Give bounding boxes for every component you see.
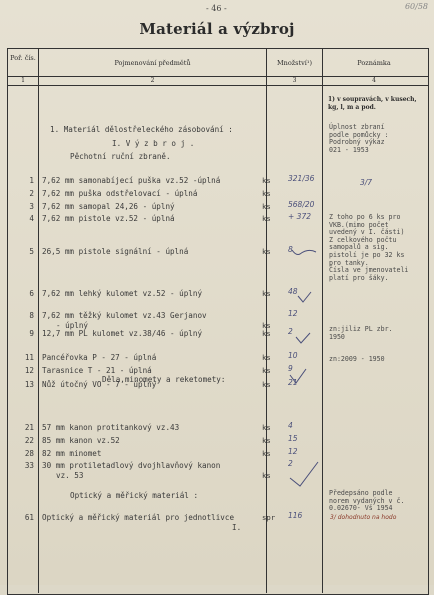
- item-name: 26,5 mm pistole signální - úplná: [42, 247, 189, 256]
- handwritten-note: 3/ dohodnuto na hodo: [330, 514, 397, 521]
- item-unit: ks: [262, 321, 271, 330]
- item-name: 82 mm minomet: [42, 449, 102, 458]
- page-number: - 46 -: [206, 4, 227, 13]
- item-number: 61: [24, 513, 34, 522]
- item-name: 30 mm protiletadlový dvojhlavňový kanon: [42, 461, 221, 470]
- item-number: 28: [24, 449, 34, 458]
- item-unit: ks: [262, 353, 271, 362]
- item-unit: ks: [262, 423, 271, 432]
- item-unit: ks: [262, 176, 271, 185]
- column-number: 3: [292, 77, 297, 84]
- checkmark-icon: [292, 250, 316, 255]
- item-unit: ks: [262, 202, 271, 211]
- item-quantity: 2: [288, 327, 293, 336]
- item-name: 7,62 mm samonabíjecí puška vz.52 -úplná: [42, 176, 221, 185]
- item-unit: ks: [262, 289, 271, 298]
- checkmark-icon: [290, 462, 318, 486]
- item-name: Pancéřovka P - 27 - úplná: [42, 353, 157, 362]
- item-name: 12,7 mm PL kulomet vz.38/46 - úplný: [42, 329, 203, 338]
- item-name: 7,62 mm samopal 24,26 - úplný: [42, 202, 175, 211]
- item-unit: ks: [262, 189, 271, 198]
- column-number: 1: [21, 77, 25, 84]
- item-quantity: 8: [288, 245, 293, 254]
- item-name-continuation: - úplný: [56, 321, 89, 330]
- section-subtitle: I. V ý z b r o j .: [112, 139, 195, 148]
- item-number: 6: [29, 289, 34, 298]
- item-name: Nůž útočný VO - 7 - úplný: [42, 380, 157, 389]
- item-number: 1: [29, 176, 34, 185]
- item-quantity: 21: [288, 378, 298, 387]
- item-name: 7,62 mm lehký kulomet vz.52 - úplný: [42, 289, 203, 298]
- item-number: 13: [24, 380, 34, 389]
- item-number: 5: [29, 247, 34, 256]
- item-number: 33: [24, 461, 34, 470]
- item-quantity: 4: [288, 421, 293, 430]
- item-number: 4: [29, 214, 34, 223]
- item-quantity: 10: [288, 351, 298, 360]
- item-name: 57 mm kanon protitankový vz.43: [42, 423, 180, 432]
- checkmark-icon: [296, 333, 310, 343]
- remark: zn:2009 - 1950: [329, 355, 385, 363]
- column-header-note: Poznámka: [357, 59, 391, 67]
- item-number: 9: [29, 329, 34, 338]
- handwritten-note: 3/7: [360, 178, 373, 187]
- item-unit: ks: [262, 449, 271, 458]
- checkmark-icon: [298, 292, 311, 302]
- item-unit: ks: [262, 214, 271, 223]
- corner-stamp: 60/58: [404, 2, 428, 11]
- item-number: 3: [29, 202, 34, 211]
- item-number: 21: [24, 423, 34, 432]
- section-title: Děla,minomety a reketomety:: [102, 375, 226, 384]
- footnote: 1) v soupravách, v kusech, kg, l, m a pod.: [328, 96, 417, 111]
- item-quantity: 15: [288, 434, 298, 443]
- remark: Úplnost zbraní podle pomůcky : Podrobný výkaz 021 - 1953: [329, 123, 389, 154]
- item-unit: ks: [262, 366, 271, 375]
- column-number: 4: [372, 77, 376, 84]
- item-name-continuation: I.: [232, 523, 242, 532]
- section-title: 1. Materiál dělostřeleckého zásobování :: [50, 125, 233, 134]
- item-unit: ks: [262, 436, 271, 445]
- column-number: 2: [150, 77, 155, 84]
- remark: Z toho po 6 ks pro VKB.(mimo počet uvedený v I. části) Z celkového počtu samopalů a sig. pistolí je po 32 ks pro tanky. Čísla ve jmenovateli platí pro šáky.: [329, 213, 409, 282]
- remark: zn:jiliz PL zbr. 1950: [329, 325, 393, 341]
- column-header-name: Pojmenování předmětů: [114, 59, 191, 67]
- item-name-continuation: vz. 53: [56, 471, 84, 480]
- item-unit: ks: [262, 471, 271, 480]
- item-name: 7,62 mm puška odstřelovací - úplná: [42, 189, 198, 198]
- remark: Předepsáno podle norem vydaných v č. 0.02670- Vš 1954: [329, 489, 405, 513]
- column-header-qty: Množství¹): [276, 59, 313, 67]
- item-number: 11: [24, 353, 34, 362]
- item-name: Tarasnice T - 21 - úplná: [42, 366, 152, 375]
- item-name: 85 mm kanon vz.52: [42, 436, 120, 445]
- item-quantity: 116: [288, 511, 303, 520]
- item-unit: ks: [262, 247, 271, 256]
- item-number: 12: [24, 366, 34, 375]
- item-quantity: 321/36: [288, 174, 315, 183]
- item-number: 22: [24, 436, 34, 445]
- item-name: Optický a měřický materiál pro jednotlivce: [42, 513, 235, 522]
- item-unit: ks: [262, 380, 271, 389]
- item-quantity: 12: [288, 447, 298, 456]
- item-quantity: 9: [288, 364, 293, 373]
- item-unit: spr: [262, 513, 276, 522]
- section-subtitle: Pěchotní ruční zbraně.: [70, 152, 171, 161]
- item-quantity: 2: [288, 459, 293, 468]
- page-title: Materiál a výzbroj: [139, 20, 295, 38]
- checkmark-icon: [290, 369, 306, 383]
- item-name: 7,62 mm těžký kulomet vz.43 Gerjanov: [42, 311, 207, 320]
- item-number: 2: [29, 189, 34, 198]
- section-title: Optický a měřický materiál :: [70, 491, 199, 500]
- item-quantity: 12: [288, 309, 298, 318]
- item-quantity: 48: [288, 287, 298, 296]
- item-unit: ks: [262, 329, 271, 338]
- item-name: 7,62 mm pistole vz.52 - úplná: [42, 214, 175, 223]
- item-number: 8: [29, 311, 34, 320]
- item-quantity: + 372: [288, 212, 311, 221]
- column-header-no: Poř. čís.: [10, 54, 36, 62]
- item-quantity: 568/20: [288, 200, 315, 209]
